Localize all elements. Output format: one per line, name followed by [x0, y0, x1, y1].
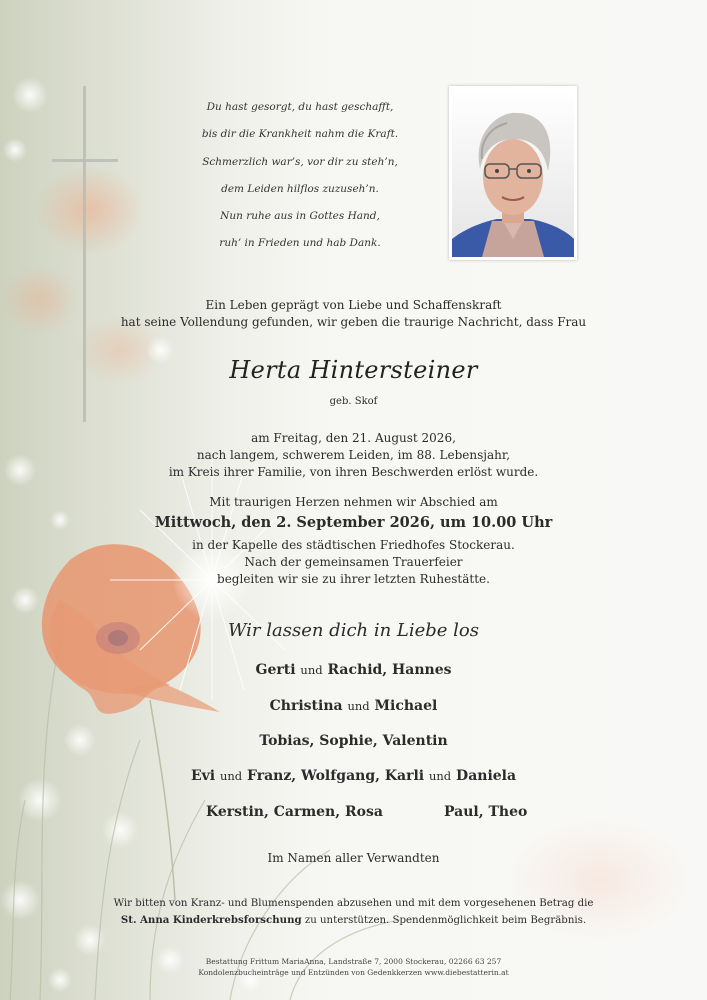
portrait-photo	[449, 86, 577, 260]
funeral-line-3: begleiten wir sie zu ihrer letzten Ruhestätte.	[217, 572, 490, 586]
family-row	[0, 698, 707, 714]
family-name: Gerti	[255, 662, 296, 678]
family-name: Michael	[374, 698, 438, 714]
family-name: Tobias, Sophie, Valentin	[259, 733, 448, 749]
death-line-3: im Kreis ihrer Familie, von ihren Beschwerden erlöst wurde.	[168, 465, 539, 479]
deceased-name: Herta Hintersteiner	[229, 356, 478, 384]
family-name: Rachid, Hannes	[327, 662, 452, 678]
und-word: und	[347, 699, 370, 713]
family-name: Evi	[190, 768, 216, 784]
family-name-left: Kerstin, Carmen, Rosa	[206, 804, 383, 820]
family-row	[0, 733, 707, 749]
poem	[150, 94, 450, 258]
undertaker-address: Bestattung Frittum MariaAnna, Landstraße 7, 2000 Stockerau, 02266 63 257	[205, 957, 502, 966]
family-name: Christina	[269, 698, 343, 714]
relatives-note: Im Namen aller Verwandten	[267, 851, 440, 865]
donation-organization: St. Anna Kinderkrebsforschung	[120, 914, 302, 926]
und-word: und	[428, 769, 452, 783]
family-name: Daniela	[456, 768, 517, 784]
poem-line: Nun ruhe aus in Gottes Hand,	[220, 210, 380, 223]
family-row	[0, 662, 707, 678]
und-word: und	[219, 769, 243, 783]
birth-name: geb. Skof	[329, 396, 378, 407]
funeral-intro: Mit traurigen Herzen nehmen wir Abschied am	[209, 495, 498, 509]
condolence-note: Kondolenzbucheinträge und Entzünden von Gedenkkerzen www.diebestatterin.at	[198, 967, 509, 977]
death-line-2: nach langem, schwerem Leiden, im 88. Lebensjahr,	[196, 448, 511, 462]
und-word: und	[300, 663, 323, 677]
intro-line-2: hat seine Vollendung gefunden, wir geben die traurige Nachricht, dass Frau	[120, 315, 587, 329]
funeral-line-1: in der Kapelle des städtischen Friedhofes Stockerau.	[192, 538, 515, 552]
motto: Wir lassen dich in Liebe los	[227, 620, 480, 641]
family-name-right: Paul, Theo	[444, 804, 528, 820]
poem-line: Du hast gesorgt, du hast geschafft,	[206, 101, 394, 113]
family-name: Franz, Wolfgang, Karli	[247, 768, 425, 784]
funeral-details	[0, 537, 707, 588]
poem-line: ruh’ in Frieden und hab Dank.	[219, 237, 381, 250]
funeral-date: Mittwoch, den 2. September 2026, um 10.00 Uhr	[154, 514, 553, 531]
footer	[0, 957, 707, 978]
poem-line: Schmerzlich war’s, vor dir zu steh’n,	[202, 155, 398, 168]
death-info	[0, 430, 707, 481]
intro-line-1: Ein Leben geprägt von Liebe und Schaffenskraft	[205, 298, 502, 312]
donation-note	[0, 896, 707, 929]
donation-line-2	[0, 912, 707, 929]
funeral-line-2: Nach der gemeinsamen Trauerfeier	[244, 555, 463, 569]
family-row	[0, 768, 707, 784]
death-line-1: am Freitag, den 21. August 2026,	[251, 431, 456, 445]
intro-text	[0, 297, 707, 331]
poem-line: dem Leiden hilflos zuzuseh’n.	[221, 182, 379, 195]
donation-line-2-text: zu unterstützen. Spendenmöglichkeit beim Begräbnis.	[301, 915, 587, 926]
poem-line: bis dir die Krankheit nahm die Kraft.	[201, 128, 399, 141]
donation-line-1: Wir bitten von Kranz- und Blumenspenden abzusehen und mit dem vorgesehenen Betrag die	[113, 898, 594, 909]
